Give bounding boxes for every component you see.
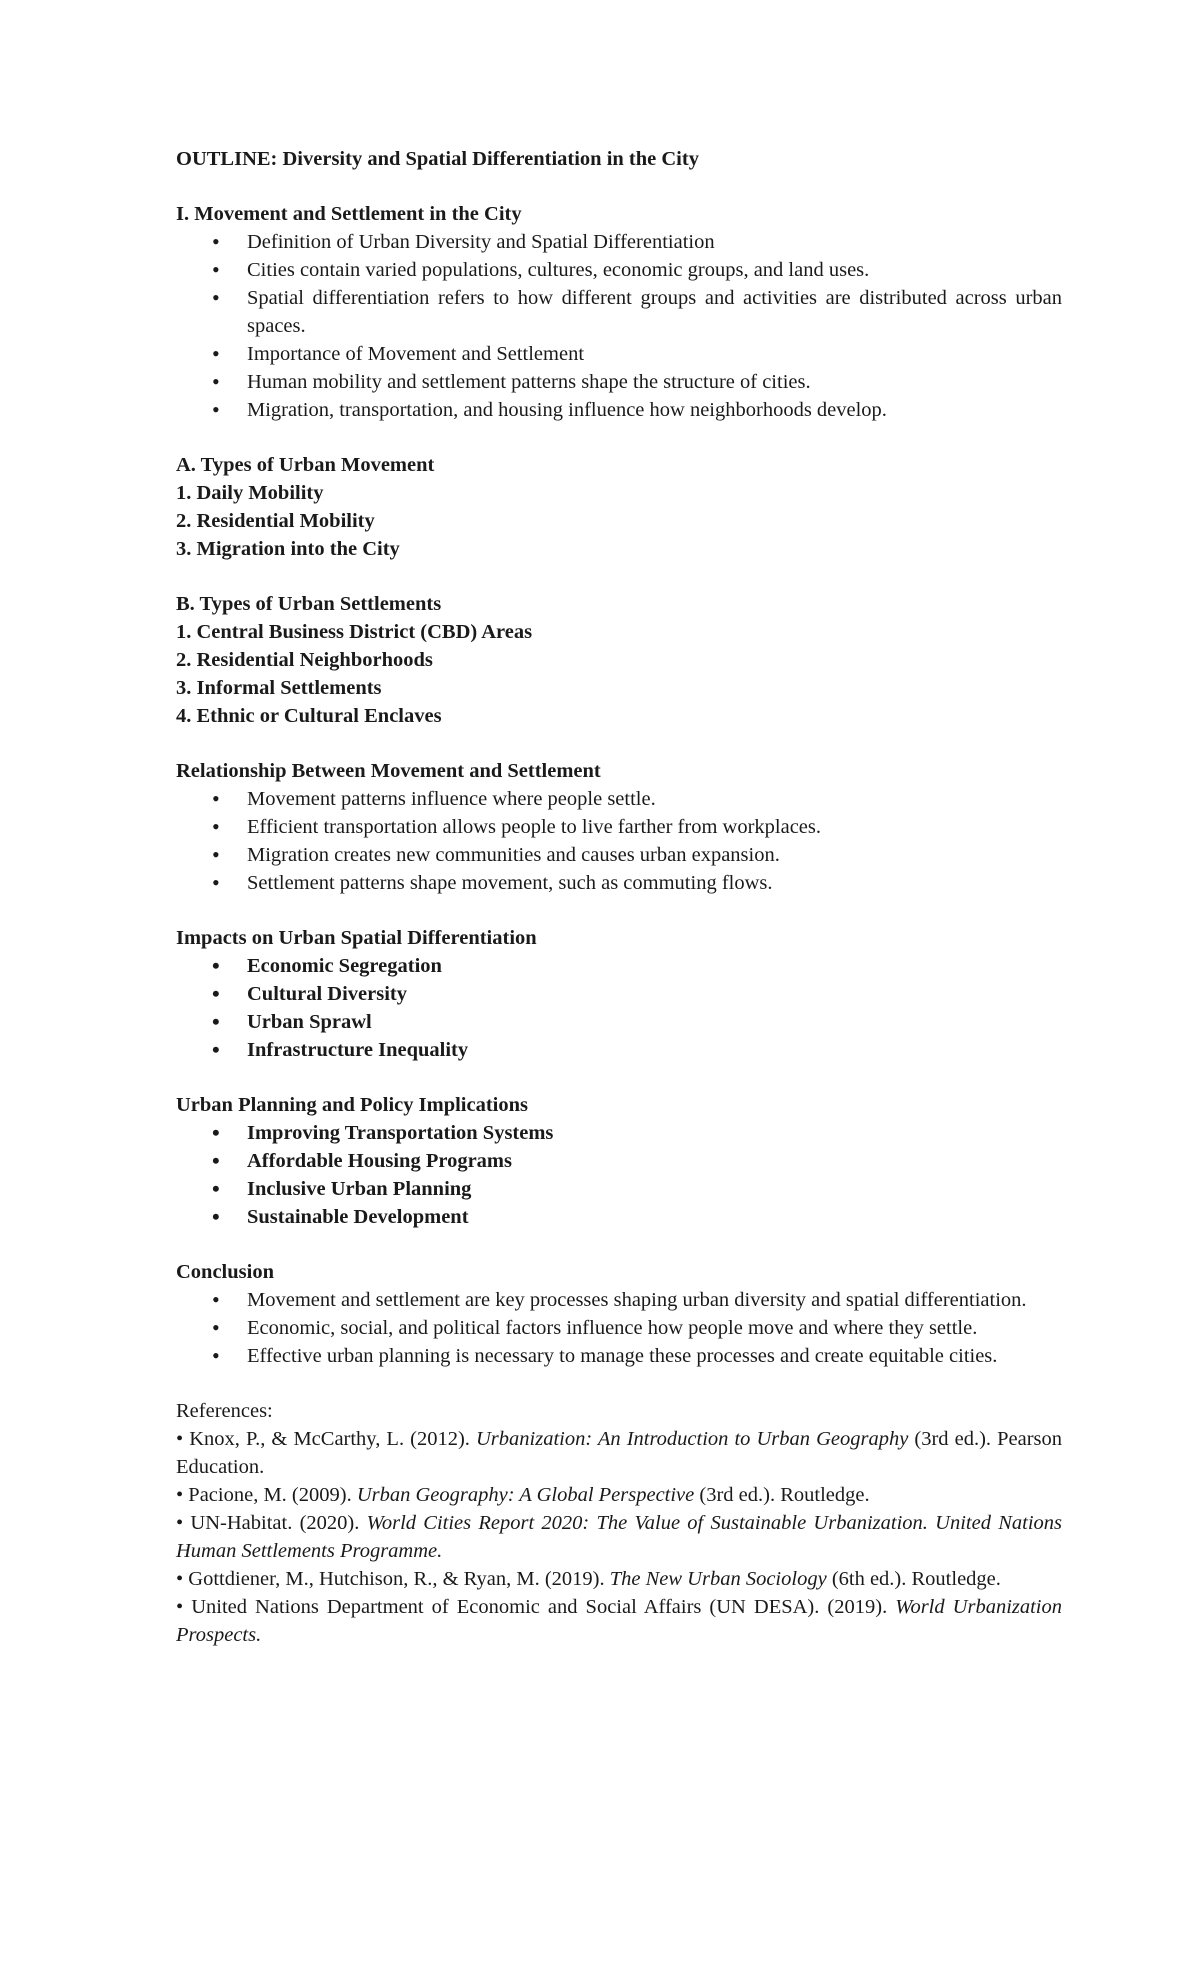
list-item: • Importance of Movement and Settlement [247, 340, 1062, 368]
impacts-list [176, 952, 1062, 1064]
numbered-item: 1. Daily Mobility [176, 482, 324, 504]
list-item: • Economic, social, and political factors influence how people move and where they settle. [247, 1314, 1062, 1342]
impacts-heading: Impacts on Urban Spatial Differentiation [176, 927, 537, 949]
numbered-item: 3. Migration into the City [176, 538, 400, 560]
numbered-item: 2. Residential Mobility [176, 510, 375, 532]
reference-entry: • UN-Habitat. (2020). World Cities Report 2020: The Value of Sustainable Urbanization. United Nations Human Settlements Programme. [176, 1512, 1063, 1562]
relationship-list [176, 785, 1062, 897]
planning-list [176, 1119, 1062, 1231]
reference-entry: • Knox, P., & McCarthy, L. (2012). Urbanization: An Introduction to Urban Geography (3rd ed.). Pearson Education. [176, 1428, 1063, 1478]
numbered-item: 4. Ethnic or Cultural Enclaves [176, 705, 442, 727]
relationship-heading: Relationship Between Movement and Settlement [176, 760, 601, 782]
numbered-item: 1. Central Business District (CBD) Areas [176, 621, 533, 643]
numbered-item: 3. Informal Settlements [176, 677, 382, 699]
references-heading: References: [176, 1400, 273, 1422]
list-item: • Effective urban planning is necessary to manage these processes and create equitable cities. [247, 1342, 1062, 1370]
section-b-heading: B. Types of Urban Settlements [176, 593, 442, 615]
list-item: • Movement patterns influence where people settle. [247, 785, 1062, 813]
list-item: • Migration creates new communities and causes urban expansion. [247, 841, 1062, 869]
list-item: • Spatial differentiation refers to how different groups and activities are distributed across urban spaces. [247, 284, 1062, 340]
conclusion-list [176, 1286, 1062, 1370]
section-1-list [176, 228, 1062, 424]
reference-entry: • United Nations Department of Economic and Social Affairs (UN DESA). (2019). World Urbanization Prospects. [176, 1596, 1063, 1646]
section-a-heading: A. Types of Urban Movement [176, 454, 435, 476]
reference-entry: • Pacione, M. (2009). Urban Geography: A Global Perspective (3rd ed.). Routledge. [176, 1484, 870, 1506]
list-item: • Infrastructure Inequality [247, 1036, 1062, 1064]
numbered-item: 2. Residential Neighborhoods [176, 649, 433, 671]
list-item: • Settlement patterns shape movement, such as commuting flows. [247, 869, 1062, 897]
list-item: • Inclusive Urban Planning [247, 1175, 1062, 1203]
reference-entry: • Gottdiener, M., Hutchison, R., & Ryan, M. (2019). The New Urban Sociology (6th ed.). Routledge. [176, 1568, 1001, 1590]
list-item: • Definition of Urban Diversity and Spatial Differentiation [247, 228, 1062, 256]
list-item: • Economic Segregation [247, 952, 1062, 980]
list-item: • Migration, transportation, and housing influence how neighborhoods develop. [247, 396, 1062, 424]
list-item: • Efficient transportation allows people to live farther from workplaces. [247, 813, 1062, 841]
list-item: • Improving Transportation Systems [247, 1119, 1062, 1147]
section-1-heading: I. Movement and Settlement in the City [176, 203, 522, 225]
conclusion-heading: Conclusion [176, 1261, 274, 1283]
list-item: • Human mobility and settlement patterns shape the structure of cities. [247, 368, 1062, 396]
list-item: • Movement and settlement are key processes shaping urban diversity and spatial differentiation. [247, 1286, 1062, 1314]
list-item: • Sustainable Development [247, 1203, 1062, 1231]
list-item: • Urban Sprawl [247, 1008, 1062, 1036]
list-item: • Cultural Diversity [247, 980, 1062, 1008]
list-item: • Affordable Housing Programs [247, 1147, 1062, 1175]
document-title: OUTLINE: Diversity and Spatial Differentiation in the City [176, 148, 699, 170]
planning-heading: Urban Planning and Policy Implications [176, 1094, 528, 1116]
list-item: • Cities contain varied populations, cultures, economic groups, and land uses. [247, 256, 1062, 284]
